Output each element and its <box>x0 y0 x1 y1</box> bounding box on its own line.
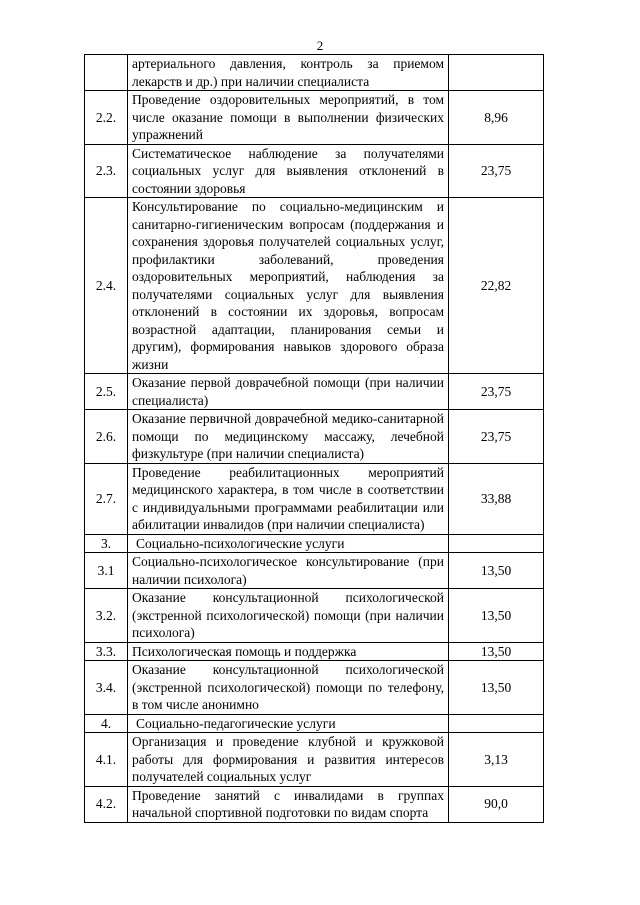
table-row <box>85 144 544 198</box>
table-row <box>85 661 544 715</box>
service-description: артериального давления, контроль за приемом лекарств и др.) при наличии специалиста <box>128 55 449 91</box>
service-value: 23,75 <box>449 374 544 410</box>
service-description: Оказание консультационной психологической (экстренной психологической) помощи (при наличии психолога) <box>128 589 449 643</box>
service-value: 23,75 <box>449 410 544 464</box>
service-value: 3,13 <box>449 733 544 787</box>
service-description: Консультирование по социально-медицинским и санитарно-гигиеническим вопросам (поддержания и сохранения здоровья получателей социальных услуг, профилактики заболеваний, проведения оздоровительных мероприятий, наблюдения за получателями социальных услуг для выявления отклонений в состоянии их здоровья, вопросам возрастной адаптации, планирования семьи и другим), формирования навыков здорового образа жизни <box>128 198 449 374</box>
services-table <box>84 54 544 823</box>
table-row <box>85 55 544 91</box>
row-number: 2.6. <box>85 410 128 464</box>
service-description: Проведение реабилитационных мероприятий медицинского характера, в том числе в соответствии с индивидуальными программами реабилитации или абилитации инвалидов (при наличии специалиста) <box>128 463 449 534</box>
service-value: 13,50 <box>449 589 544 643</box>
section-row <box>85 534 544 553</box>
table-row <box>85 91 544 145</box>
service-description: Социально-психологическое консультирование (при наличии психолога) <box>128 553 449 589</box>
table-row <box>85 198 544 374</box>
table-row <box>85 786 544 822</box>
row-number: 3.2. <box>85 589 128 643</box>
table-row <box>85 589 544 643</box>
row-number: 2.4. <box>85 198 128 374</box>
service-description: Оказание консультационной психологической (экстренной психологической) помощи по телефону, в том числе анонимно <box>128 661 449 715</box>
service-description: Проведение занятий с инвалидами в группах начальной спортивной подготовки по видам спорта <box>128 786 449 822</box>
service-value: 13,50 <box>449 642 544 661</box>
service-value: 22,82 <box>449 198 544 374</box>
table-row <box>85 374 544 410</box>
services-table-body <box>85 55 544 823</box>
service-value <box>449 55 544 91</box>
service-description: Проведение оздоровительных мероприятий, в том числе оказание помощи в выполнении физических упражнений <box>128 91 449 145</box>
row-number: 3. <box>85 534 128 553</box>
table-row <box>85 642 544 661</box>
row-number: 3.3. <box>85 642 128 661</box>
table-row <box>85 410 544 464</box>
service-description: Психологическая помощь и поддержка <box>128 642 449 661</box>
service-value <box>449 534 544 553</box>
row-number <box>85 55 128 91</box>
service-value: 8,96 <box>449 91 544 145</box>
service-description: Систематическое наблюдение за получателями социальных услуг для выявления отклонений в состоянии здоровья <box>128 144 449 198</box>
service-description: Оказание первой доврачебной помощи (при наличии специалиста) <box>128 374 449 410</box>
row-number: 2.5. <box>85 374 128 410</box>
service-description: Организация и проведение клубной и кружковой работы для формирования и развития интересов получателей социальных услуг <box>128 733 449 787</box>
row-number: 2.2. <box>85 91 128 145</box>
service-value: 13,50 <box>449 661 544 715</box>
row-number: 3.4. <box>85 661 128 715</box>
row-number: 4.1. <box>85 733 128 787</box>
row-number: 3.1 <box>85 553 128 589</box>
service-value: 90,0 <box>449 786 544 822</box>
row-number: 4. <box>85 714 128 733</box>
page-number: 2 <box>316 38 324 53</box>
section-title: Социально-педагогические услуги <box>128 714 449 733</box>
table-row <box>85 463 544 534</box>
service-value: 23,75 <box>449 144 544 198</box>
service-description: Оказание первичной доврачебной медико-санитарной помощи по медицинскому массажу, лечебной физкультуре (при наличии специалиста) <box>128 410 449 464</box>
table-row <box>85 733 544 787</box>
section-row <box>85 714 544 733</box>
row-number: 2.3. <box>85 144 128 198</box>
row-number: 2.7. <box>85 463 128 534</box>
service-value <box>449 714 544 733</box>
section-title: Социально-психологические услуги <box>128 534 449 553</box>
service-value: 13,50 <box>449 553 544 589</box>
table-row <box>85 553 544 589</box>
service-value: 33,88 <box>449 463 544 534</box>
row-number: 4.2. <box>85 786 128 822</box>
